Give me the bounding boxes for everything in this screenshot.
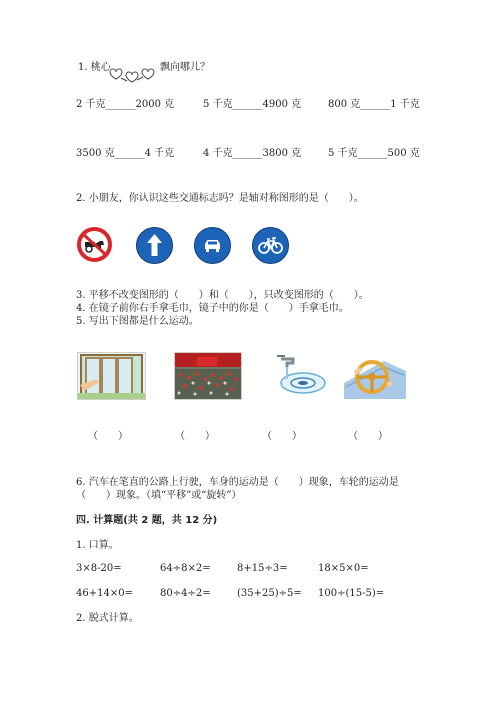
compare-item: 2 千克______2000 克: [76, 99, 175, 110]
q3-text: 3. 平移不改变图形的（ ）和（ ），只改变图形的（ ）。: [76, 290, 369, 301]
step-calc-label: 2. 脱式计算。: [76, 613, 139, 624]
answer-blank[interactable]: （ ）: [348, 431, 388, 442]
q4-text: 4. 在镜子前你右手拿毛巾，镜子中的你是（ ）手拿毛巾。: [76, 303, 349, 314]
compare-item: 800 克______1 千克: [328, 99, 420, 110]
compare-item: 3500 克______4 千克: [76, 148, 175, 159]
compare-item: 5 千克______500 克: [328, 148, 420, 159]
straight-ahead-sign-icon: [136, 227, 173, 264]
compare-item: 5 千克______4900 克: [203, 99, 302, 110]
steering-wheel-picture: [343, 352, 407, 400]
flag-raising-picture: [174, 352, 242, 400]
q5-text: 5. 写出下图都是什么运动。: [76, 316, 199, 327]
section-title: 四. 计算题(共 2 题，共 12 分): [76, 515, 218, 526]
answer-blank[interactable]: （ ）: [88, 431, 128, 442]
oral-calc-label: 1. 口算。: [76, 540, 119, 551]
oral-problem: 46+14×0=: [76, 588, 133, 599]
answer-blank[interactable]: （ ）: [262, 431, 302, 442]
oral-problem: 80÷4÷2=: [160, 588, 211, 599]
no-animal-cart-sign-icon: [77, 227, 112, 262]
compare-item: 4 千克______3800 克: [203, 148, 302, 159]
q6-line2: （ ）现象。（填“平移”或“旋转”）: [76, 490, 242, 501]
q1-prefix: 1. 桃心: [78, 62, 111, 73]
q2-text: 2. 小朋友，你认识这些交通标志吗？是轴对称图形的是（ ）。: [76, 193, 364, 204]
bicycle-sign-icon: [252, 227, 289, 264]
faucet-sink-picture: [262, 352, 330, 400]
sliding-window-picture: [77, 352, 146, 400]
oral-problem: 100÷(15-5)=: [318, 588, 385, 599]
oral-problem: 18×5×0=: [318, 563, 369, 574]
q6-line1: 6. 汽车在笔直的公路上行驶，车身的运动是（ ）现象，车轮的运动是: [76, 477, 399, 488]
answer-blank[interactable]: （ ）: [175, 431, 215, 442]
oral-problem: 3×8-20=: [76, 563, 122, 574]
q1-suffix: 飘向哪儿？: [160, 62, 210, 73]
oral-problem: (35+25)÷5=: [237, 588, 302, 599]
oral-problem: 8+15÷3=: [237, 563, 288, 574]
oral-problem: 64÷8×2=: [160, 563, 211, 574]
motor-vehicle-sign-icon: [194, 227, 231, 264]
heart-cluster-icon: [108, 66, 158, 86]
